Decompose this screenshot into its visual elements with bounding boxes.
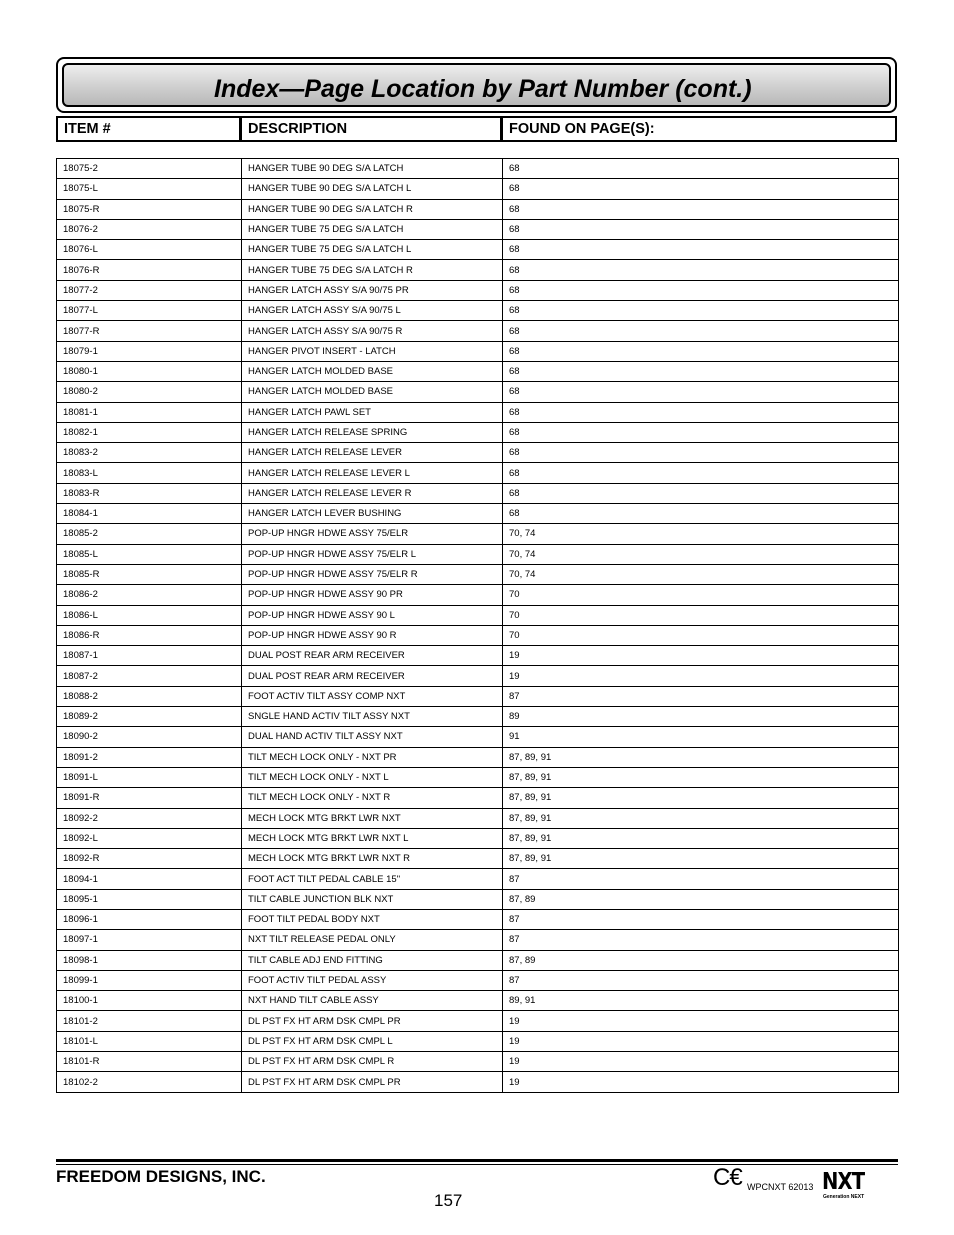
pages-cell: 68: [503, 219, 899, 239]
footer-rule-thin: [56, 1164, 898, 1165]
description-cell: HANGER LATCH RELEASE LEVER: [242, 443, 503, 463]
item-number-cell: 18101-2: [57, 1011, 242, 1031]
description-cell: HANGER LATCH LEVER BUSHING: [242, 504, 503, 524]
description-cell: HANGER LATCH ASSY S/A 90/75 PR: [242, 280, 503, 300]
item-number-cell: 18095-1: [57, 889, 242, 909]
nxt-logo-text: NXT: [822, 1169, 865, 1195]
pages-cell: 87, 89, 91: [503, 747, 899, 767]
item-number-cell: 18083-2: [57, 443, 242, 463]
table-row: [57, 240, 899, 260]
header-found-on-pages: FOUND ON PAGE(S):: [501, 116, 897, 142]
item-number-cell: 18080-2: [57, 382, 242, 402]
item-number-cell: 18091-R: [57, 788, 242, 808]
pages-cell: 68: [503, 321, 899, 341]
title-banner-inner: [62, 63, 891, 107]
table-row: [57, 930, 899, 950]
parts-index-body: [57, 159, 899, 1093]
description-cell: HANGER TUBE 90 DEG S/A LATCH R: [242, 199, 503, 219]
pages-cell: 68: [503, 443, 899, 463]
table-row: [57, 828, 899, 848]
table-row: [57, 321, 899, 341]
pages-cell: 87: [503, 930, 899, 950]
page-number: 157: [434, 1191, 463, 1210]
pages-cell: 70: [503, 625, 899, 645]
pages-cell: 68: [503, 280, 899, 300]
item-number-cell: 18085-R: [57, 564, 242, 584]
description-cell: SNGLE HAND ACTIV TILT ASSY NXT: [242, 707, 503, 727]
description-cell: TILT MECH LOCK ONLY - NXT L: [242, 767, 503, 787]
description-cell: DL PST FX HT ARM DSK CMPL PR: [242, 1011, 503, 1031]
table-row: [57, 402, 899, 422]
item-number-cell: 18086-L: [57, 605, 242, 625]
description-cell: HANGER TUBE 75 DEG S/A LATCH L: [242, 240, 503, 260]
description-cell: POP-UP HNGR HDWE ASSY 90 L: [242, 605, 503, 625]
table-row: [57, 443, 899, 463]
parts-index-table: [56, 158, 899, 1093]
table-row: [57, 788, 899, 808]
item-number-cell: 18087-2: [57, 666, 242, 686]
table-row: [57, 219, 899, 239]
description-cell: MECH LOCK MTG BRKT LWR NXT R: [242, 849, 503, 869]
table-row: [57, 686, 899, 706]
item-number-cell: 18092-2: [57, 808, 242, 828]
description-cell: FOOT ACTIV TILT PEDAL ASSY: [242, 970, 503, 990]
description-cell: HANGER LATCH RELEASE SPRING: [242, 422, 503, 442]
pages-cell: 70, 74: [503, 544, 899, 564]
table-row: [57, 950, 899, 970]
description-cell: FOOT ACTIV TILT ASSY COMP NXT: [242, 686, 503, 706]
item-number-cell: 18100-1: [57, 991, 242, 1011]
item-number-cell: 18076-L: [57, 240, 242, 260]
table-row: [57, 1052, 899, 1072]
description-cell: POP-UP HNGR HDWE ASSY 75/ELR R: [242, 564, 503, 584]
table-row: [57, 483, 899, 503]
item-number-cell: 18076-R: [57, 260, 242, 280]
table-row: [57, 808, 899, 828]
description-cell: DL PST FX HT ARM DSK CMPL PR: [242, 1072, 503, 1092]
item-number-cell: 18075-2: [57, 159, 242, 179]
item-number-cell: 18085-2: [57, 524, 242, 544]
table-row: [57, 849, 899, 869]
pages-cell: 87, 89, 91: [503, 788, 899, 808]
item-number-cell: 18076-2: [57, 219, 242, 239]
pages-cell: 19: [503, 1072, 899, 1092]
nxt-logo-subtext: Generation NEXT: [823, 1194, 865, 1200]
description-cell: TILT MECH LOCK ONLY - NXT R: [242, 788, 503, 808]
document-reference: WPCNXT 62013: [747, 1182, 814, 1192]
pages-cell: 68: [503, 504, 899, 524]
page-title: Index—Page Location by Part Number (cont.): [214, 75, 752, 103]
header-item-number: ITEM #: [56, 116, 241, 142]
pages-cell: 68: [503, 422, 899, 442]
footer-rule-thick: [56, 1159, 898, 1162]
table-row: [57, 970, 899, 990]
table-row: [57, 889, 899, 909]
pages-cell: 68: [503, 382, 899, 402]
item-number-cell: 18087-1: [57, 646, 242, 666]
description-cell: NXT TILT RELEASE PEDAL ONLY: [242, 930, 503, 950]
description-cell: POP-UP HNGR HDWE ASSY 90 PR: [242, 585, 503, 605]
description-cell: POP-UP HNGR HDWE ASSY 75/ELR: [242, 524, 503, 544]
item-number-cell: 18092-L: [57, 828, 242, 848]
pages-cell: 89, 91: [503, 991, 899, 1011]
item-number-cell: 18098-1: [57, 950, 242, 970]
table-row: [57, 991, 899, 1011]
description-cell: TILT MECH LOCK ONLY - NXT PR: [242, 747, 503, 767]
description-cell: NXT HAND TILT CABLE ASSY: [242, 991, 503, 1011]
pages-cell: 87, 89, 91: [503, 828, 899, 848]
table-row: [57, 727, 899, 747]
pages-cell: 68: [503, 301, 899, 321]
item-number-cell: 18077-2: [57, 280, 242, 300]
pages-cell: 70, 74: [503, 564, 899, 584]
pages-cell: 87, 89: [503, 950, 899, 970]
description-cell: DL PST FX HT ARM DSK CMPL L: [242, 1031, 503, 1051]
item-number-cell: 18099-1: [57, 970, 242, 990]
pages-cell: 68: [503, 341, 899, 361]
item-number-cell: 18101-L: [57, 1031, 242, 1051]
header-description: DESCRIPTION: [240, 116, 502, 142]
item-number-cell: 18082-1: [57, 422, 242, 442]
pages-cell: 19: [503, 1031, 899, 1051]
item-number-cell: 18102-2: [57, 1072, 242, 1092]
item-number-cell: 18096-1: [57, 909, 242, 929]
description-cell: DL PST FX HT ARM DSK CMPL R: [242, 1052, 503, 1072]
item-number-cell: 18075-R: [57, 199, 242, 219]
item-number-cell: 18085-L: [57, 544, 242, 564]
item-number-cell: 18077-L: [57, 301, 242, 321]
nxt-logo: [822, 1170, 868, 1202]
table-row: [57, 463, 899, 483]
description-cell: HANGER LATCH RELEASE LEVER L: [242, 463, 503, 483]
pages-cell: 87: [503, 686, 899, 706]
item-number-cell: 18083-L: [57, 463, 242, 483]
pages-cell: 91: [503, 727, 899, 747]
table-row: [57, 260, 899, 280]
description-cell: HANGER LATCH RELEASE LEVER R: [242, 483, 503, 503]
item-number-cell: 18089-2: [57, 707, 242, 727]
table-row: [57, 301, 899, 321]
item-number-cell: 18101-R: [57, 1052, 242, 1072]
item-number-cell: 18097-1: [57, 930, 242, 950]
description-cell: DUAL POST REAR ARM RECEIVER: [242, 646, 503, 666]
description-cell: MECH LOCK MTG BRKT LWR NXT L: [242, 828, 503, 848]
table-row: [57, 341, 899, 361]
table-row: [57, 199, 899, 219]
table-row: [57, 179, 899, 199]
pages-cell: 87: [503, 909, 899, 929]
item-number-cell: 18086-R: [57, 625, 242, 645]
description-cell: HANGER PIVOT INSERT - LATCH: [242, 341, 503, 361]
table-row: [57, 564, 899, 584]
table-row: [57, 544, 899, 564]
pages-cell: 87, 89, 91: [503, 767, 899, 787]
table-row: [57, 1072, 899, 1092]
description-cell: DUAL POST REAR ARM RECEIVER: [242, 666, 503, 686]
pages-cell: 68: [503, 402, 899, 422]
table-row: [57, 909, 899, 929]
company-name: FREEDOM DESIGNS, INC.: [56, 1167, 266, 1186]
table-row: [57, 585, 899, 605]
item-number-cell: 18088-2: [57, 686, 242, 706]
description-cell: HANGER LATCH ASSY S/A 90/75 R: [242, 321, 503, 341]
description-cell: POP-UP HNGR HDWE ASSY 90 R: [242, 625, 503, 645]
pages-cell: 68: [503, 260, 899, 280]
pages-cell: 68: [503, 199, 899, 219]
item-number-cell: 18075-L: [57, 179, 242, 199]
description-cell: HANGER TUBE 90 DEG S/A LATCH L: [242, 179, 503, 199]
table-row: [57, 605, 899, 625]
pages-cell: 70: [503, 605, 899, 625]
item-number-cell: 18092-R: [57, 849, 242, 869]
description-cell: DUAL HAND ACTIV TILT ASSY NXT: [242, 727, 503, 747]
table-row: [57, 504, 899, 524]
description-cell: HANGER LATCH MOLDED BASE: [242, 382, 503, 402]
item-number-cell: 18080-1: [57, 361, 242, 381]
table-row: [57, 747, 899, 767]
pages-cell: 87: [503, 970, 899, 990]
table-row: [57, 524, 899, 544]
pages-cell: 68: [503, 240, 899, 260]
item-number-cell: 18086-2: [57, 585, 242, 605]
table-row: [57, 280, 899, 300]
pages-cell: 68: [503, 463, 899, 483]
description-cell: FOOT ACT TILT PEDAL CABLE 15": [242, 869, 503, 889]
pages-cell: 68: [503, 159, 899, 179]
pages-cell: 19: [503, 1011, 899, 1031]
pages-cell: 70, 74: [503, 524, 899, 544]
item-number-cell: 18079-1: [57, 341, 242, 361]
table-row: [57, 422, 899, 442]
description-cell: MECH LOCK MTG BRKT LWR NXT: [242, 808, 503, 828]
description-cell: HANGER LATCH PAWL SET: [242, 402, 503, 422]
description-cell: TILT CABLE JUNCTION BLK NXT: [242, 889, 503, 909]
pages-cell: 89: [503, 707, 899, 727]
ce-mark-icon: C€: [713, 1164, 742, 1191]
item-number-cell: 18090-2: [57, 727, 242, 747]
table-row: [57, 625, 899, 645]
pages-cell: 87, 89, 91: [503, 808, 899, 828]
table-row: [57, 767, 899, 787]
item-number-cell: 18091-L: [57, 767, 242, 787]
table-row: [57, 382, 899, 402]
pages-cell: 70: [503, 585, 899, 605]
table-row: [57, 1011, 899, 1031]
pages-cell: 87, 89, 91: [503, 849, 899, 869]
pages-cell: 19: [503, 646, 899, 666]
item-number-cell: 18083-R: [57, 483, 242, 503]
description-cell: HANGER TUBE 75 DEG S/A LATCH: [242, 219, 503, 239]
description-cell: HANGER LATCH MOLDED BASE: [242, 361, 503, 381]
pages-cell: 19: [503, 666, 899, 686]
description-cell: HANGER TUBE 75 DEG S/A LATCH R: [242, 260, 503, 280]
item-number-cell: 18094-1: [57, 869, 242, 889]
title-banner: [56, 57, 897, 113]
pages-cell: 19: [503, 1052, 899, 1072]
pages-cell: 87, 89: [503, 889, 899, 909]
description-cell: FOOT TILT PEDAL BODY NXT: [242, 909, 503, 929]
item-number-cell: 18084-1: [57, 504, 242, 524]
item-number-cell: 18091-2: [57, 747, 242, 767]
description-cell: HANGER TUBE 90 DEG S/A LATCH: [242, 159, 503, 179]
pages-cell: 68: [503, 483, 899, 503]
table-row: [57, 159, 899, 179]
item-number-cell: 18077-R: [57, 321, 242, 341]
table-row: [57, 1031, 899, 1051]
table-row: [57, 666, 899, 686]
table-row: [57, 707, 899, 727]
description-cell: POP-UP HNGR HDWE ASSY 75/ELR L: [242, 544, 503, 564]
table-row: [57, 869, 899, 889]
table-row: [57, 361, 899, 381]
item-number-cell: 18081-1: [57, 402, 242, 422]
pages-cell: 87: [503, 869, 899, 889]
description-cell: TILT CABLE ADJ END FITTING: [242, 950, 503, 970]
pages-cell: 68: [503, 179, 899, 199]
table-row: [57, 646, 899, 666]
description-cell: HANGER LATCH ASSY S/A 90/75 L: [242, 301, 503, 321]
pages-cell: 68: [503, 361, 899, 381]
